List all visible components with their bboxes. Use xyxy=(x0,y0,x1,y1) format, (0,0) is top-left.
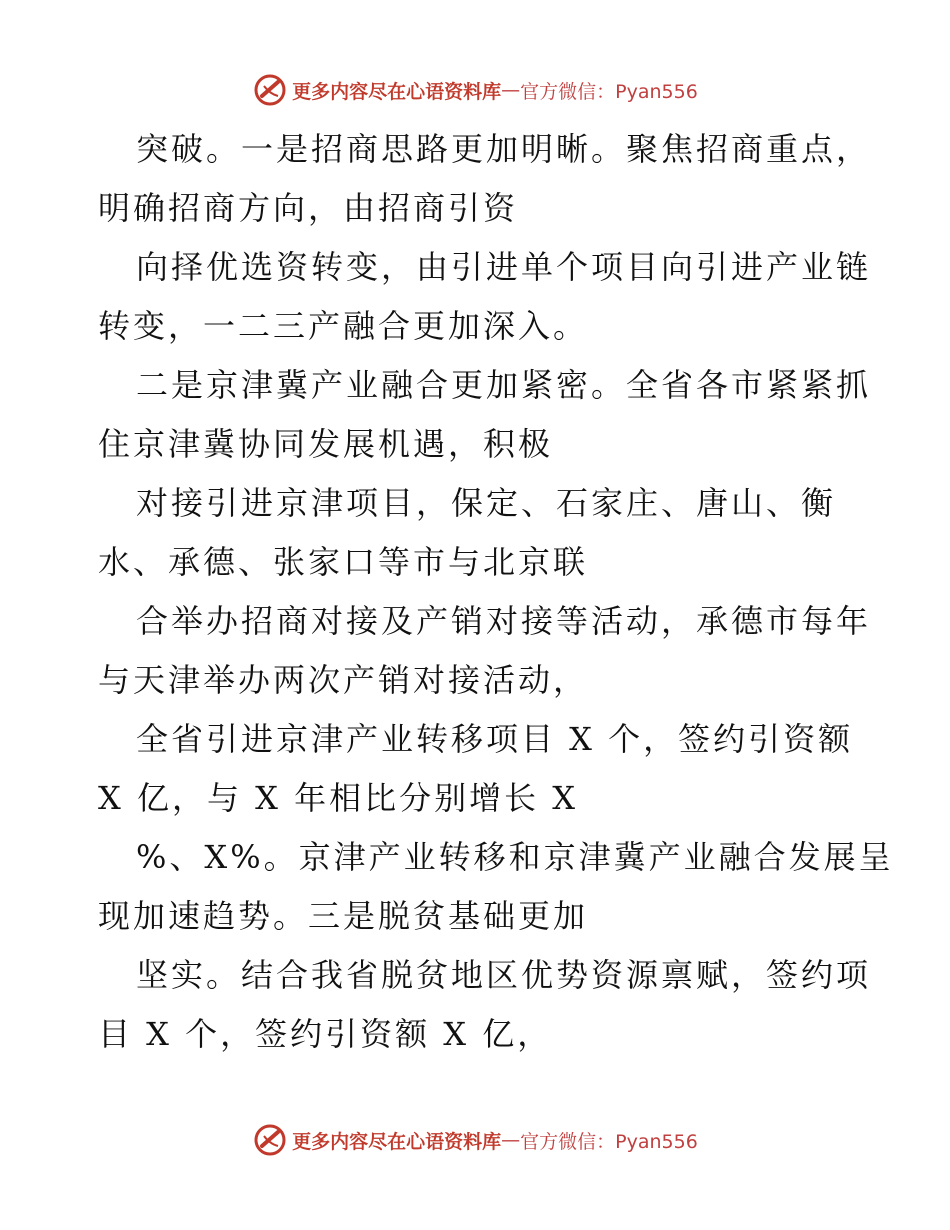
paragraph xyxy=(98,474,858,592)
paragraph-line: 二是京津冀产业融合更加紧密。全省各市紧紧抓 xyxy=(136,366,872,404)
logo-icon xyxy=(252,72,288,108)
paragraph-line: 水、承德、张家口等市与北京联 xyxy=(98,543,589,581)
banner-main-text: 更多内容尽在心语资料库 xyxy=(292,1130,502,1153)
paragraph-line: 坚实。结合我省脱贫地区优势资源禀赋，签约项 xyxy=(136,956,872,994)
footer-banner xyxy=(0,1120,950,1160)
banner-dash: — xyxy=(501,79,521,101)
paragraph-line: X 亿，与 X 年相比分别增长 X xyxy=(98,779,579,817)
paragraph-line: 突破。一是招商思路更加明晰。聚焦招商重点， xyxy=(136,130,872,168)
paragraph-line: 目 X 个，签约引资额 X 亿， xyxy=(98,1015,553,1053)
paragraph-line: 与天津举办两次产销对接活动， xyxy=(98,661,589,699)
header-banner xyxy=(0,70,950,110)
paragraph xyxy=(98,946,872,1064)
paragraph xyxy=(98,120,872,238)
paragraph-line: 现加速趋势。三是脱贫基础更加 xyxy=(98,897,589,935)
paragraph-line: 向择优选资转变，由引进单个项目向引进产业链 xyxy=(136,248,872,286)
paragraph xyxy=(98,828,894,946)
paragraph-line: 合举办招商对接及产销对接等活动，承德市每年 xyxy=(136,602,872,640)
paragraph xyxy=(98,592,872,710)
paragraph xyxy=(98,238,872,356)
banner-dash: — xyxy=(501,1129,521,1151)
paragraph xyxy=(98,356,872,474)
paragraph-line: %、X%。京津产业转移和京津冀产业融合发展呈 xyxy=(136,838,894,876)
banner-wechat: 官方微信：Pyan556 xyxy=(520,80,698,103)
paragraph-line: 转变，一二三产融合更加深入。 xyxy=(98,307,589,345)
paragraph xyxy=(98,710,858,828)
paragraph-line: 对接引进京津项目，保定、石家庄、唐山、衡 xyxy=(136,484,837,522)
paragraph-line: 明确招商方向，由招商引资 xyxy=(98,189,519,227)
paragraph-line: 全省引进京津产业转移项目 X 个，签约引资额 xyxy=(136,720,854,758)
logo-icon xyxy=(252,1122,288,1158)
banner-main-text: 更多内容尽在心语资料库 xyxy=(292,80,502,103)
document-body xyxy=(98,120,894,1064)
paragraph-line: 住京津冀协同发展机遇，积极 xyxy=(98,425,554,463)
banner-wechat: 官方微信：Pyan556 xyxy=(520,1130,698,1153)
